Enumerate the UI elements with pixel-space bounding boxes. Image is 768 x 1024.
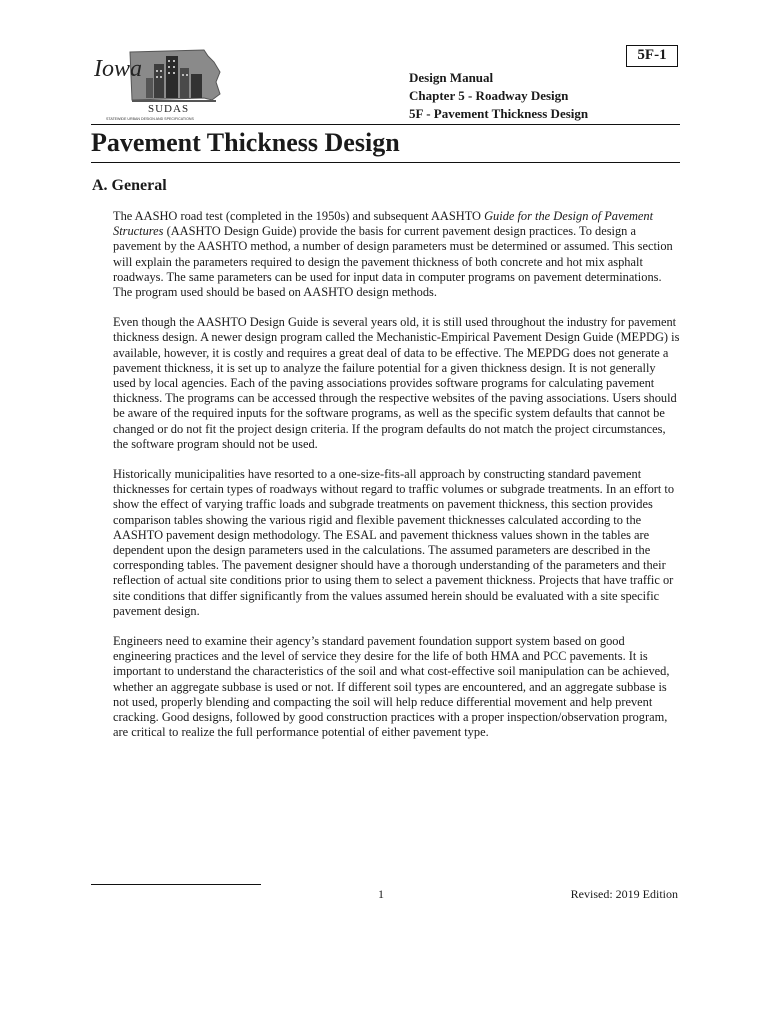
section-body: [113, 209, 681, 756]
paragraph-3: Historically municipalities have resorted to a one-size-fits-all approach by constructing standard pavement thicknesses for certain types of roadways without regard to traffic volumes or subgrade treatments. In an effort to show the effect of varying traffic loads and subgrade treatments on pavement thickness, this section provides comparison tables showing the various rigid and flexible pavement thicknesses calculated according to the AASHTO pavement design methodology. The ESAL and pavement thickness values shown in the tables are dependent upon the design parameters used in the calculations. The assumed parameters are described in the corresponding tables. The pavement designer should have a thorough understanding of the parameters and their reflection of actual site conditions prior to using them to select a pavement thickness. Projects that have traffic or site conditions that differ significantly from the values assumed herein should be evaluated with a site specific pavement design.: [113, 467, 675, 618]
header-divider: [91, 124, 680, 125]
paragraph-2: Even though the AASHTO Design Guide is several years old, it is still used throughout the industry for pavement thickness design. A newer design program called the Mechanistic-Empirical Pavement Design Guide (MEPDG) is available, however, it is costly and requires a great deal of data to be effective. The MEPDG does not generate a pavement thickness, it is set up to analyze the failure potential for a given thickness design. It is not generally used by local agencies. Each of the paving associations provides software programs for calculating pavement thickness. The programs can be accessed through the respective websites of the paving associations. Users should be aware of the required inputs for the software programs, as well as the specific system defaults that cannot be changed or do not fit the project design criteria. If the program defaults do not match the project circumstances, the software program should not be used.: [113, 315, 680, 451]
footer-divider: [91, 884, 261, 885]
title-divider: [91, 162, 680, 163]
header-section: 5F - Pavement Thickness Design: [409, 106, 589, 121]
revision-note: Revised: 2019 Edition: [570, 887, 678, 901]
logo-tagline: STATEWIDE URBAN DESIGN AND SPECIFICATIONS: [106, 117, 194, 121]
iowa-sudas-logo: [92, 42, 228, 122]
logo-iowa-word: Iowa: [94, 56, 142, 82]
guide-title-italic: Guide for the Design of Pavement Structures: [113, 209, 654, 239]
header-manual: Design Manual: [409, 70, 494, 85]
page-number: 1: [378, 887, 384, 901]
logo-sudas-word: SUDAS: [148, 103, 190, 115]
section-heading: A. General: [92, 177, 167, 194]
paragraph-1: The AASHO road test (completed in the 1950s) and subsequent AASHTO Guide for the Design of Pavement Structures (AASHTO Design Guide) provide the basis for current pavement design practices. To design a pavement by the AASHTO method, a number of design parameters must be determined or assumed. This section will explain the parameters required to design the pavement thickness of both concrete and hot mix asphalt roadways. The same parameters can be used for input data in computer programs on pavement determinations. The program used should be based on AASHTO design methods.: [113, 209, 673, 300]
header-chapter: Chapter 5 - Roadway Design: [409, 88, 569, 103]
page-title: Pavement Thickness Design: [91, 128, 400, 157]
paragraph-4: Engineers need to examine their agency’s standard pavement foundation support system based on good engineering practices and the level of service they desire for the life of both HMA and PCC pavements. It is important to understand the characteristics of the soil and what cost-effective soil manipulation can be achieved, whether an aggregate subbase is used or not. If different soil types are encountered, and an aggregate subbase is not used, properly blending and compacting the soil will help reduce differential movement and help prevent cracking. Good designs, followed by good construction practices with a proper inspection/observation program, are critical to realize the full performance potential of either pavement type.: [113, 634, 670, 740]
document-header: [409, 69, 588, 123]
section-tag: 5F-1: [626, 45, 678, 67]
